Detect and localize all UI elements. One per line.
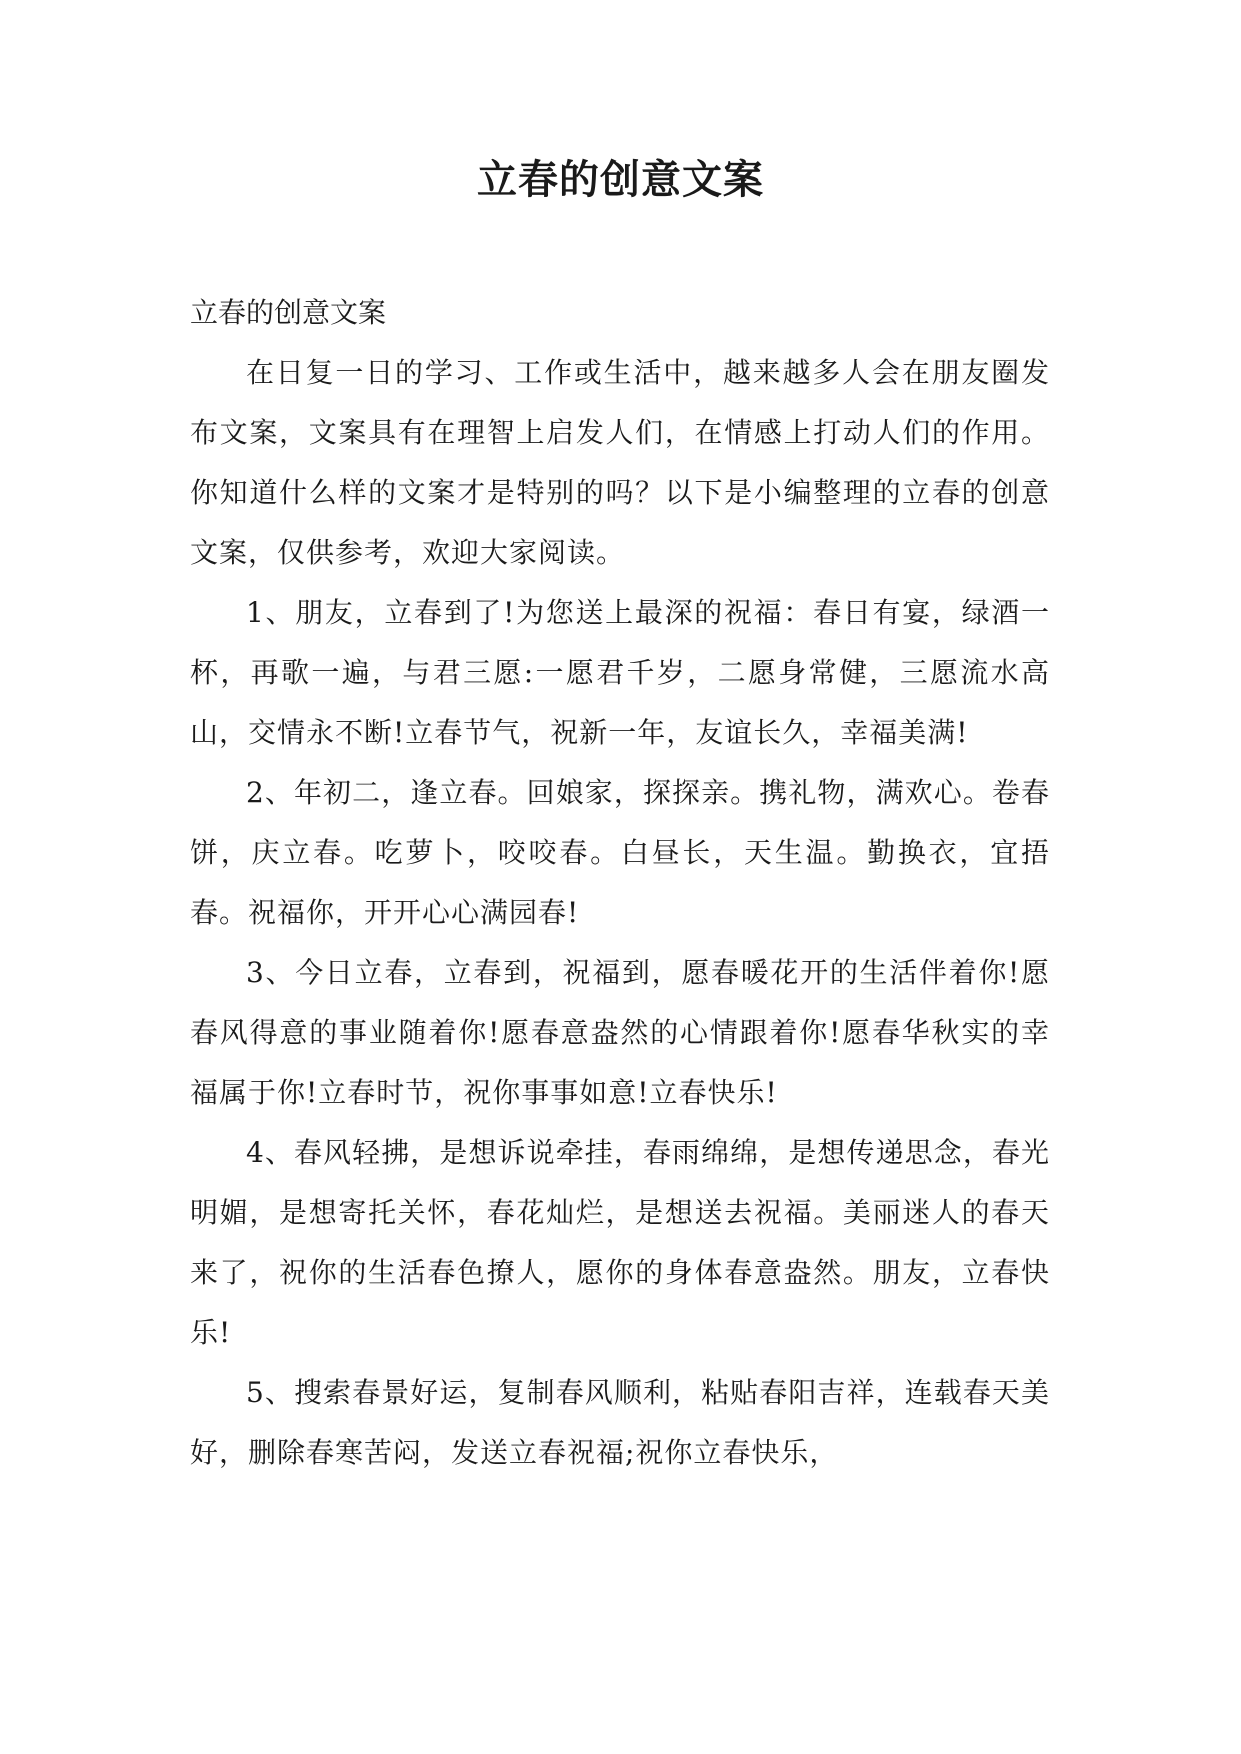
paragraph-3: 3、今日立春，立春到，祝福到，愿春暖花开的生活伴着你!愿春风得意的事业随着你!愿春意盎然的心情跟着你!愿春华秋实的幸福属于你!立春时节，祝你事事如意!立春快乐! (190, 956, 1050, 1109)
paragraph-intro: 在日复一日的学习、工作或生活中，越来越多人会在朋友圈发布文案，文案具有在理智上启发人们，在情感上打动人们的作用。你知道什么样的文案才是特别的吗？以下是小编整理的立春的创意文案，仅供参考，欢迎大家阅读。 (190, 356, 1050, 569)
document-body (190, 283, 1050, 1483)
paragraph-5: 5、搜索春景好运，复制春风顺利，粘贴春阳吉祥，连载春天美好，删除春寒苦闷，发送立春祝福;祝你立春快乐， (190, 1376, 1050, 1469)
paragraph-2: 2、年初二，逢立春。回娘家，探探亲。携礼物，满欢心。卷春饼，庆立春。吃萝卜，咬咬春。白昼长，天生温。勤换衣，宜捂春。祝福你，开开心心满园春! (190, 776, 1050, 929)
document-subtitle: 立春的创意文案 (190, 296, 387, 329)
paragraph-1: 1、朋友，立春到了!为您送上最深的祝福：春日有宴，绿酒一杯，再歌一遍，与君三愿:一愿君千岁，二愿身常健，三愿流水高山，交情永不断!立春节气，祝新一年，友谊长久，幸福美满! (190, 596, 1050, 749)
document-title: 立春的创意文案 (477, 157, 764, 203)
paragraph-4: 4、春风轻拂，是想诉说牵挂，春雨绵绵，是想传递思念，春光明媚，是想寄托关怀，春花灿烂，是想送去祝福。美丽迷人的春天来了，祝你的生活春色撩人，愿你的身体春意盎然。朋友，立春快乐! (190, 1136, 1050, 1349)
